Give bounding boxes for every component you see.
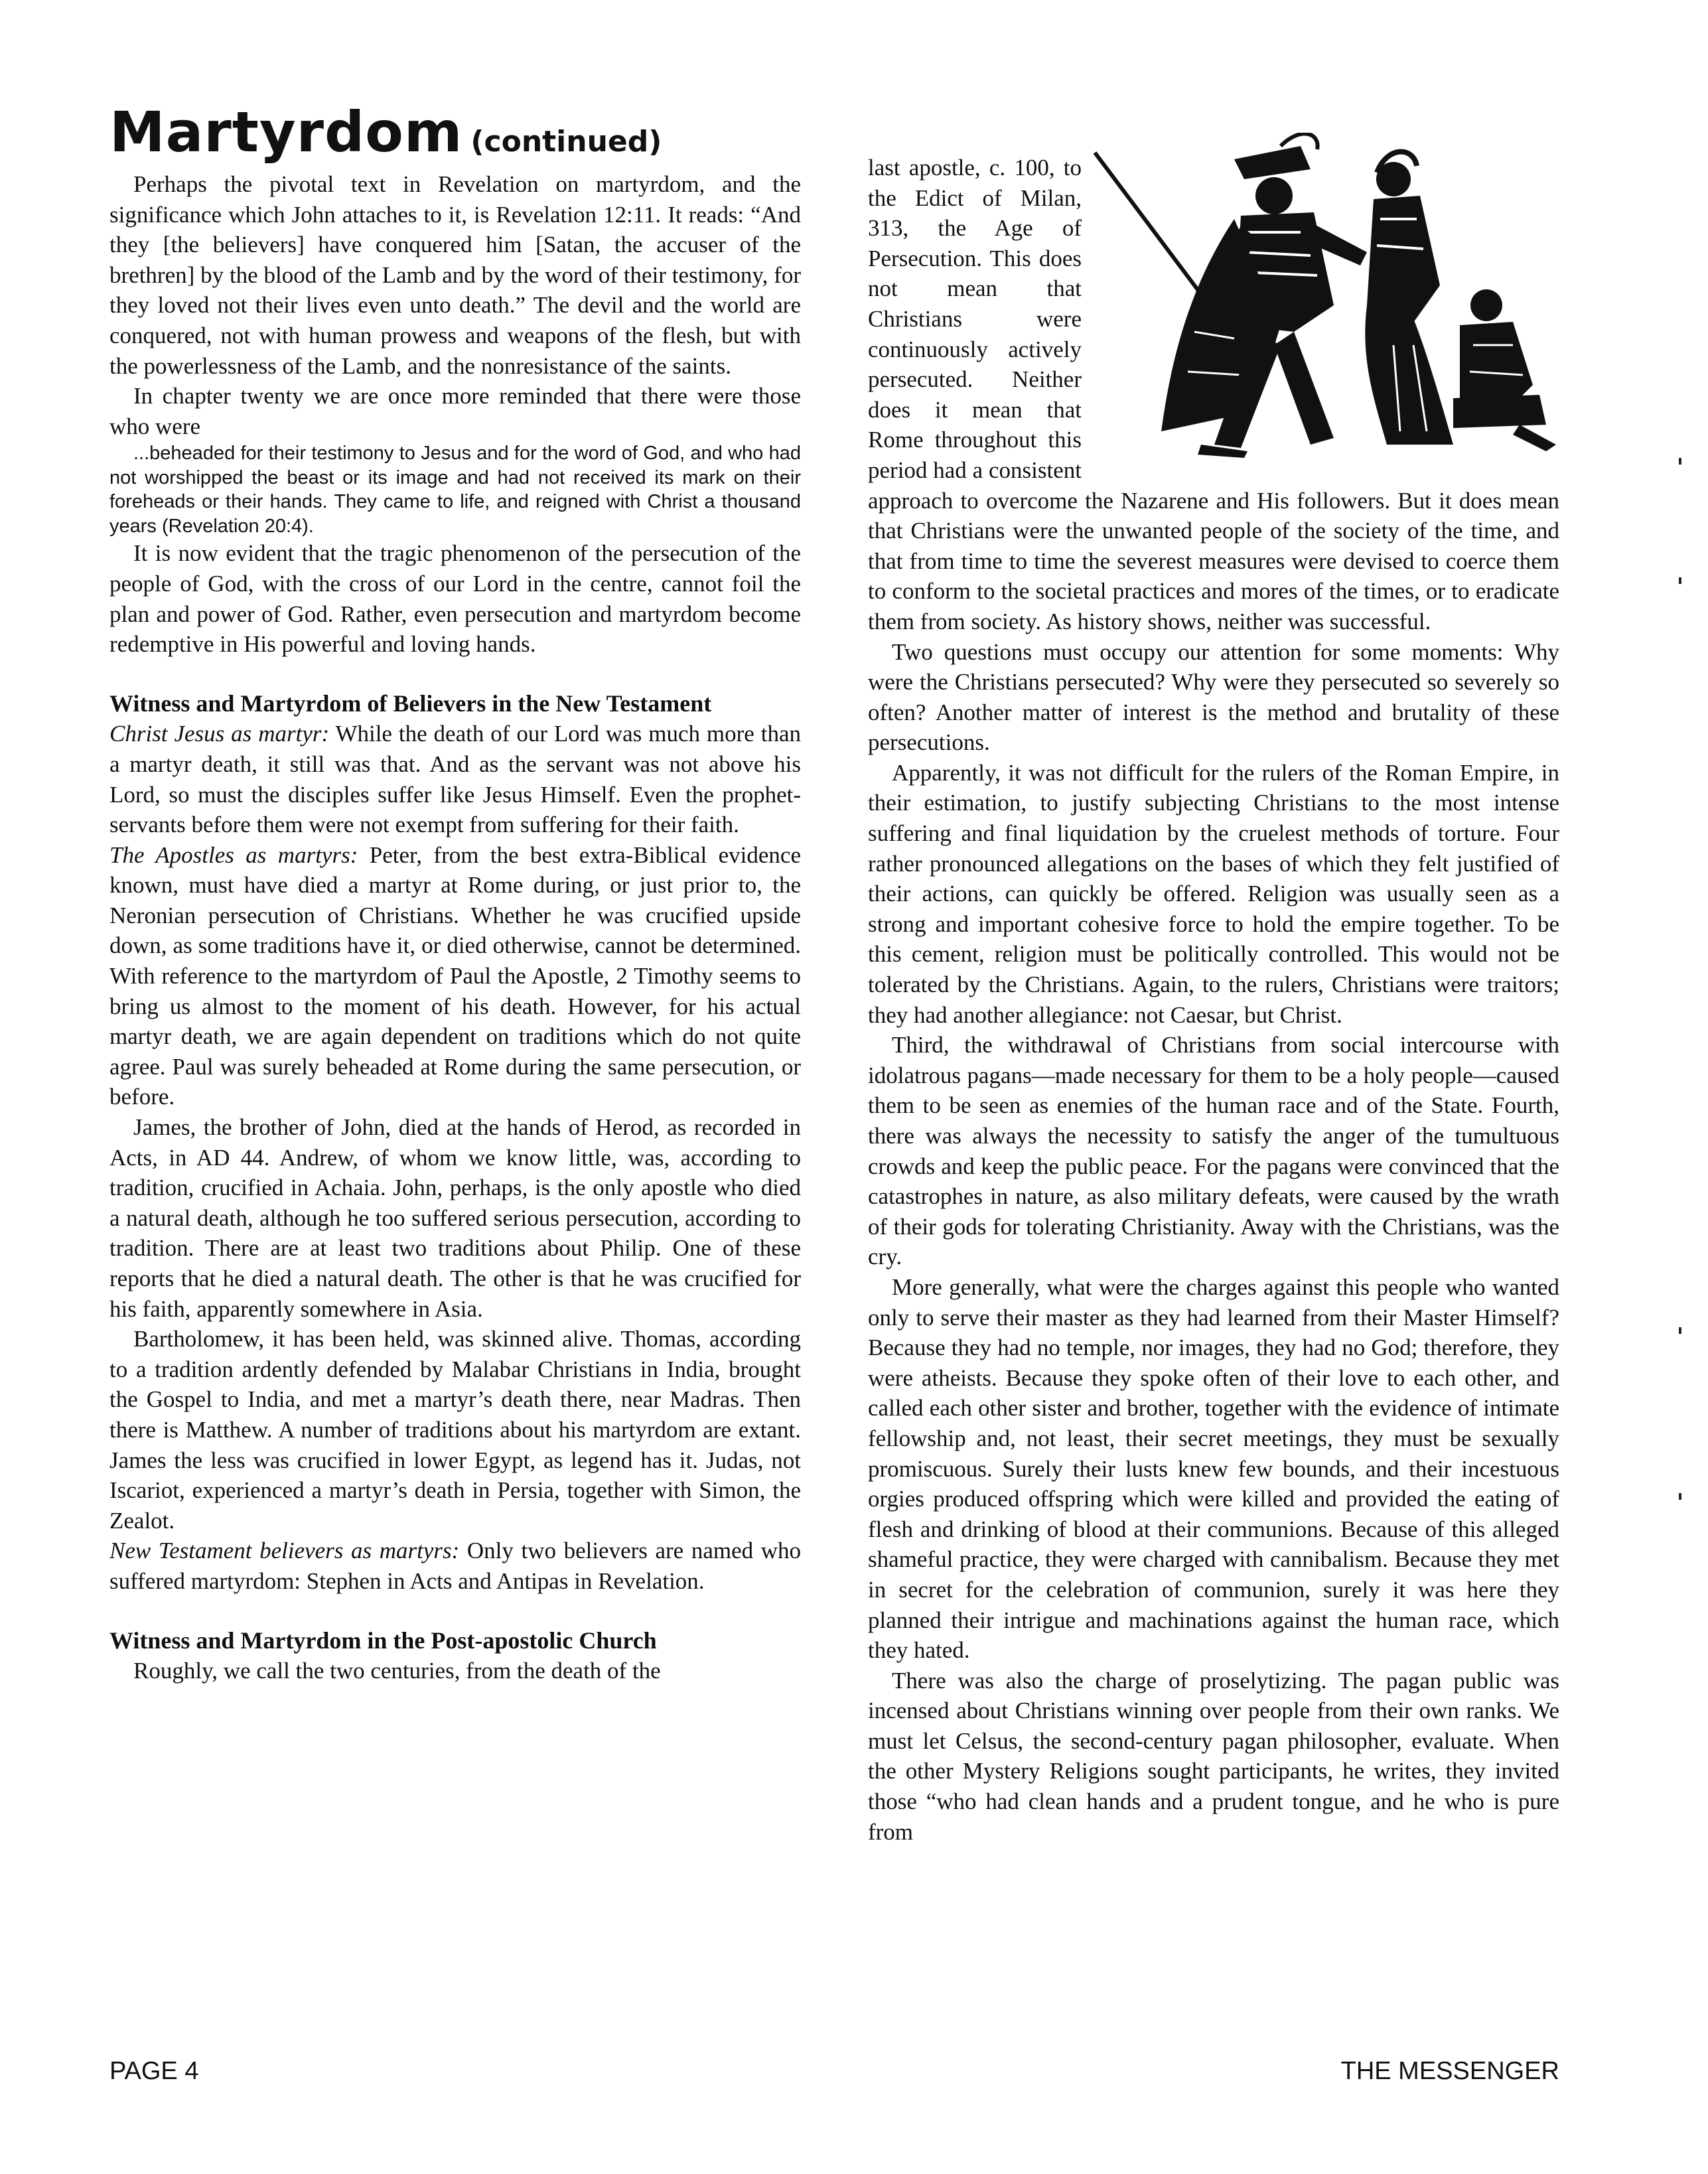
page-number: PAGE 4 — [109, 2057, 199, 2085]
paragraph-james: James, the brother of John, died at the hands of Herod, as recorded in Acts, in AD 44. Andrew, of whom we know little, was, according to tradition, crucified in Achaia. John, perhaps, is the only apostle who died a natural death, although he too suffered serious persecution, according to tradition. There are at least two traditions about Philip. One of these reports that he died a natural death. The other is that he was crucified for his faith, apparently somewhere in Asia. — [109, 1114, 801, 1322]
paragraph-two-questions: Two questions must occupy our attention for some moments: Why were the Christians persecuted? Why were they persecuted so severely so often? Another matter of interest is the method and brutality of these persecutions. — [868, 638, 1559, 756]
paragraph-apparently: Apparently, it was not difficult for the rulers of the Roman Empire, in their estimation, to justify subjecting Christians to the most intense suffering and final liquidation by the cruelest methods of torture. Four rather pronounced allegations on the bases of which they felt justified of their actions, can quickly be offered. Religion was usually seen as a strong and important cohesive force to hold the empire together. To be this cement, religion must be politically controlled. This would not be tolerated by the Christians. Again, to the rulers, Christians were traitors; they had another allegiance: not Caesar, but Christ. — [868, 759, 1559, 1028]
right-column — [868, 153, 1559, 1847]
paragraph-bartholomew: Bartholomew, it has been held, was skinned alive. Thomas, according to a tradition ardently defended by Malabar Christians in India, brought the Gospel to India, and met a martyr’s death there, near Madras. Then there is Matthew. A number of traditions about his martyrdom are extant. James the less was crucified in lower Egypt, as legend has it. Judas, not Iscariot, experienced a martyr’s death in Persia, together with Simon, the Zealot. — [109, 1326, 801, 1534]
subhead-post-apostolic: Witness and Martyrdom in the Post-apostolic Church — [109, 1627, 657, 1654]
page-title — [109, 100, 662, 165]
margin-mark — [1679, 577, 1681, 584]
text-apostles: Peter, from the best extra-Biblical evidence known, must have died a martyr at Rome during, or just prior to, the Neronian persecution of Christians. Whether he was crucified upside down, as some traditions have it, or died otherwise, cannot be determined. With reference to the martyrdom of Paul the Apostle, 2 Timothy seems to bring us almost to the moment of his death. However, for his actual martyr death, we are again dependent on traditions which do not quite agree. Paul was surely beheaded at Rome during the same persecution, or before. — [109, 841, 801, 1110]
paragraph-apostles-martyrs — [109, 840, 801, 1112]
publication-name: THE MESSENGER — [1340, 2057, 1559, 2085]
paragraph-nt-believers — [109, 1536, 801, 1596]
title-sub: (continued) — [470, 125, 662, 159]
block-quote: ...beheaded for their testimony to Jesus and for the word of God, and who had not worshipped the beast or its image and had not received its mark on their foreheads or their hands. They came to life, and reigned with Christ a thousand years (Revelation 20:4). — [109, 443, 801, 537]
paragraph-christ-martyr — [109, 719, 801, 839]
text-nt: Only two believers are named who suffered martyrdom: Stephen in Acts and Antipas in Revelation. — [109, 1538, 801, 1594]
margin-mark — [1679, 1493, 1681, 1500]
margin-mark — [1679, 458, 1681, 465]
text-christ: While the death of our Lord was much more than a martyr death, it still was that. And as the servant was not above his Lord, so must the disciples suffer like Jesus Himself. Even the prophet-servants before them were not exempt from suffering for their faith. — [109, 721, 801, 838]
paragraph-revelation-12: Perhaps the pivotal text in Revelation on martyrdom, and the significance which John attaches to it, is Revelation 12:11. It reads: “And they [the believers] have conquered him [Satan, the accuser of the brethren] by the blood of the Lamb and by the word of their testimony, for they loved not their lives even unto death.” The devil and the world are conquered, not with human prowess and weapons of the flesh, but with the powerlessness of the Lamb, and the nonresistance of the saints. — [109, 171, 801, 379]
paragraph-third: Third, the withdrawal of Christians from social intercourse with idolatrous pagans—made necessary for them to be a holy people—caused them to be seen as enemies of the human race and of the State. Fourth, there was always the necessity to satisfy the anger of the tumultuous crowds and keep the public peace. For the pagans were convinced that the catastrophes in nature, as also military defeats, were caused by the wrath of their gods for tolerating Christianity. Away with the Christians, was the cry. — [868, 1032, 1559, 1270]
subhead-new-testament: Witness and Martyrdom of Believers in the New Testament — [109, 689, 712, 717]
paragraph-last-apostle: last apostle, c. 100, to the Edict of Milan, 313, the Age of Persecution. This does not mean that Christians were continuously actively persecuted. Neither does it mean that Rome throughout this period had a consistent approach to overcome the Nazarene and His followers. But it does mean that Christians were the unwanted people of the society of the time, and that from time to time the severest measures were devised to coerce them to conform to the societal practices and mores of the times, or to eradicate them from society. As history shows, neither was successful. — [868, 155, 1559, 634]
lead-in-nt: New Testament believers as martyrs: — [109, 1538, 460, 1564]
paragraph-chapter-twenty: In chapter twenty we are once more reminded that there were those who were — [109, 383, 801, 439]
paragraph-proselytizing: There was also the charge of proselytizing. The pagan public was incensed about Christians winning over people from their own ranks. We must let Celsus, the second-century pagan philosopher, evaluate. When the other Mystery Religions sought participants, he writes, they invited those “who had clean hands and a prudent tongue, and he who is pure from — [868, 1667, 1559, 1845]
margin-mark — [1679, 1327, 1681, 1334]
lead-in-christ: Christ Jesus as martyr: — [109, 721, 330, 747]
paragraph-evident: It is now evident that the tragic phenomenon of the persecution of the people of God, with the cross of our Lord in the centre, cannot foil the plan and power of God. Rather, even persecution and martyrdom become redemptive in His powerful and loving hands. — [109, 540, 801, 658]
left-column — [109, 169, 801, 1686]
woodcut-persecution-scene-icon — [1082, 133, 1559, 465]
paragraph-more-generally: More generally, what were the charges against this people who wanted only to serve their master as they had learned from their Master Himself? Because they had no temple, nor images, they had no God; therefore, they were atheists. Because they spoke often of their love to each other, and called each other sister and brother, together with the evidence of intimate fellowship and, not least, their secret meetings, they must be sexually promiscuous. Surely their lusts knew few bounds, and their incestuous orgies produced offspring which were killed and provided the eating of flesh and drinking of blood at their communions. Because of this alleged shameful practice, they were charged with cannibalism. Because they met in secret for the celebration of communion, surely it was here they planned their intrigue and machinations against the human race, which they hated. — [868, 1273, 1559, 1664]
lead-in-apostles: The Apostles as martyrs: — [109, 841, 358, 868]
paragraph-roughly: Roughly, we call the two centuries, from the death of the — [133, 1658, 661, 1684]
title-main: Martyrdom — [109, 100, 463, 165]
